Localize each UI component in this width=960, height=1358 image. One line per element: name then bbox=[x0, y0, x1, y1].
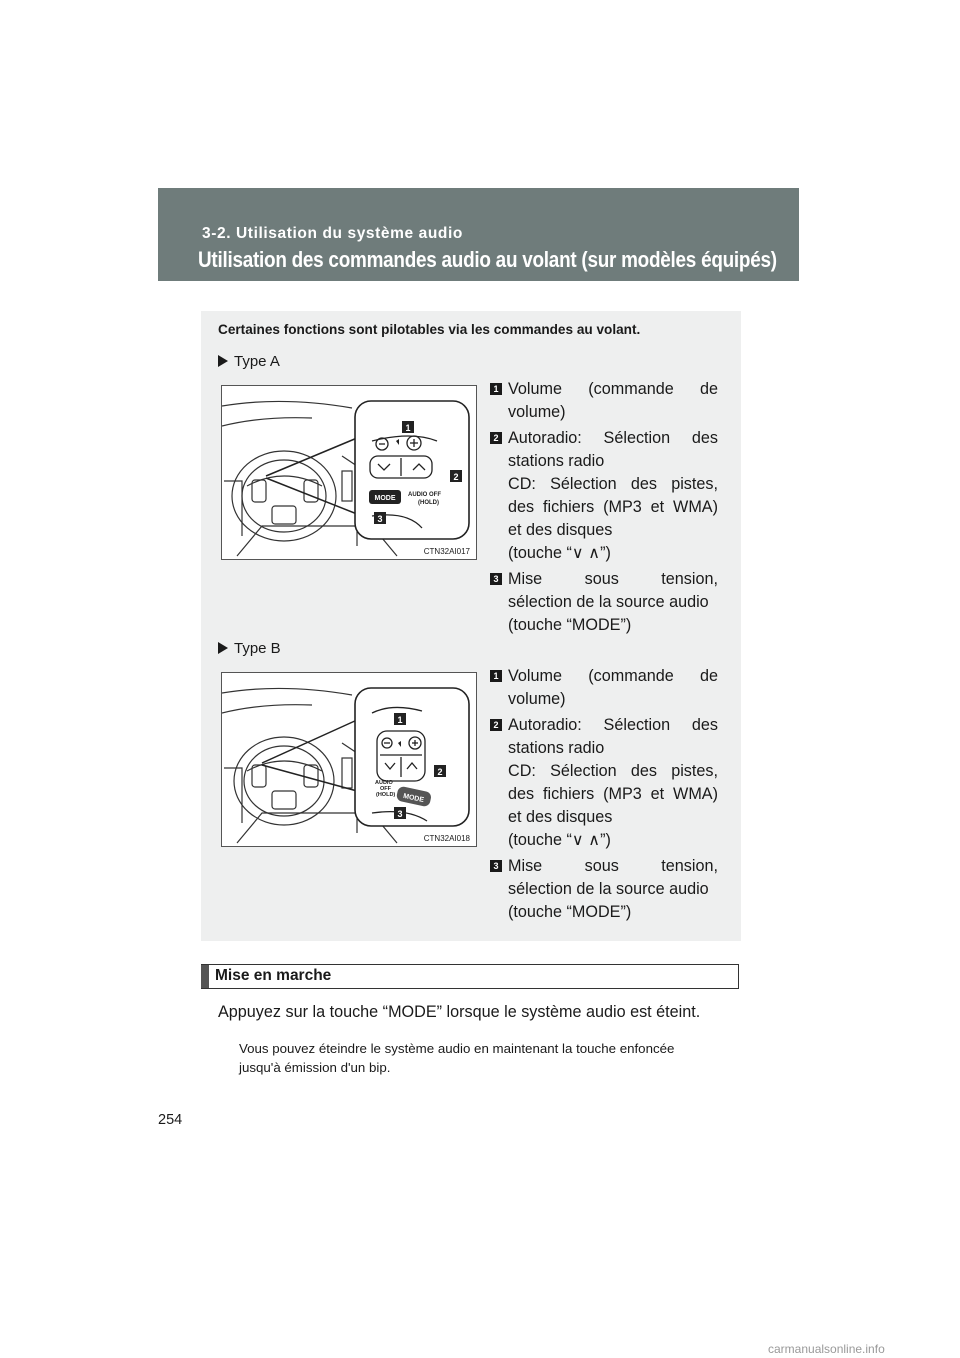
list-item: 3 Mise sous tension, sélection de la source audio (touche “MODE”) bbox=[490, 855, 718, 924]
type-a-figure bbox=[221, 385, 477, 560]
list-item: 2 Autoradio: Sélection des stations radio CD: Sélection des pistes, des fichiers (MP3 et WMA) et des disques (touche “∨ ∧”) bbox=[490, 427, 718, 565]
list-item: 2 Autoradio: Sélection des stations radio CD: Sélection des pistes, des fichiers (MP3 et WMA) et des disques (touche “∨ ∧”) bbox=[490, 714, 718, 852]
svg-text:1: 1 bbox=[397, 715, 403, 725]
note-text: Vous pouvez éteindre le système audio en maintenant la touche enfoncée jusqu'à émission d'un bip. bbox=[239, 1041, 675, 1075]
type-b-figure bbox=[221, 672, 477, 847]
type-b-items bbox=[490, 665, 718, 927]
steering-wheel-illustration-a bbox=[222, 386, 476, 559]
svg-text:3: 3 bbox=[397, 809, 403, 819]
footer-watermark: carmanualsonline.info bbox=[768, 1342, 885, 1356]
number-badge: 3 bbox=[490, 860, 502, 872]
type-a-label: Type A bbox=[218, 353, 280, 370]
svg-text:2: 2 bbox=[437, 767, 443, 777]
mode-button-label-a: MODE bbox=[374, 495, 396, 502]
audio-off-label-a: AUDIO OFF bbox=[408, 492, 441, 498]
list-item: 3 Mise sous tension, sélection de la source audio (touche “MODE”) bbox=[490, 568, 718, 637]
number-badge: 2 bbox=[490, 719, 502, 731]
intro-text: Certaines fonctions sont pilotables via les commandes au volant. bbox=[218, 322, 641, 337]
hold-label-b: (HOLD) bbox=[376, 792, 396, 798]
figure-code-b: CTN32AI018 bbox=[423, 834, 470, 843]
list-item: 1 Volume (commande de volume) bbox=[490, 665, 718, 711]
audio-label-b: AUDIO bbox=[375, 780, 393, 786]
heading-bar bbox=[201, 965, 209, 988]
number-badge: 3 bbox=[490, 573, 502, 585]
number-badge: 1 bbox=[490, 383, 502, 395]
svg-text:2: 2 bbox=[453, 472, 459, 482]
off-label-b: OFF bbox=[380, 786, 391, 792]
page-header bbox=[158, 188, 799, 281]
svg-text:3: 3 bbox=[377, 514, 383, 524]
subsection-title: Mise en marche bbox=[215, 967, 332, 984]
figure-code-a: CTN32AI017 bbox=[423, 547, 470, 556]
type-b-label: Type B bbox=[218, 640, 281, 657]
mode-button-label-b: MODE bbox=[402, 792, 425, 805]
svg-text:1: 1 bbox=[405, 423, 411, 433]
type-a-items bbox=[490, 378, 718, 640]
list-item: 1 Volume (commande de volume) bbox=[490, 378, 718, 424]
number-badge: 1 bbox=[490, 670, 502, 682]
subsection-heading bbox=[201, 964, 739, 989]
number-badge: 2 bbox=[490, 432, 502, 444]
instruction-text: Appuyez sur la touche “MODE” lorsque le système audio est éteint. bbox=[218, 1003, 701, 1021]
page-title: Utilisation des commandes audio au volant (sur modèles équipés) bbox=[198, 247, 777, 272]
page-number: 254 bbox=[158, 1112, 183, 1128]
triangle-bullet-icon bbox=[218, 355, 228, 367]
steering-wheel-illustration-b bbox=[222, 673, 476, 846]
triangle-bullet-icon bbox=[218, 642, 228, 654]
section-label: 3-2. Utilisation du système audio bbox=[202, 225, 463, 242]
hold-label-a: (HOLD) bbox=[418, 500, 439, 506]
